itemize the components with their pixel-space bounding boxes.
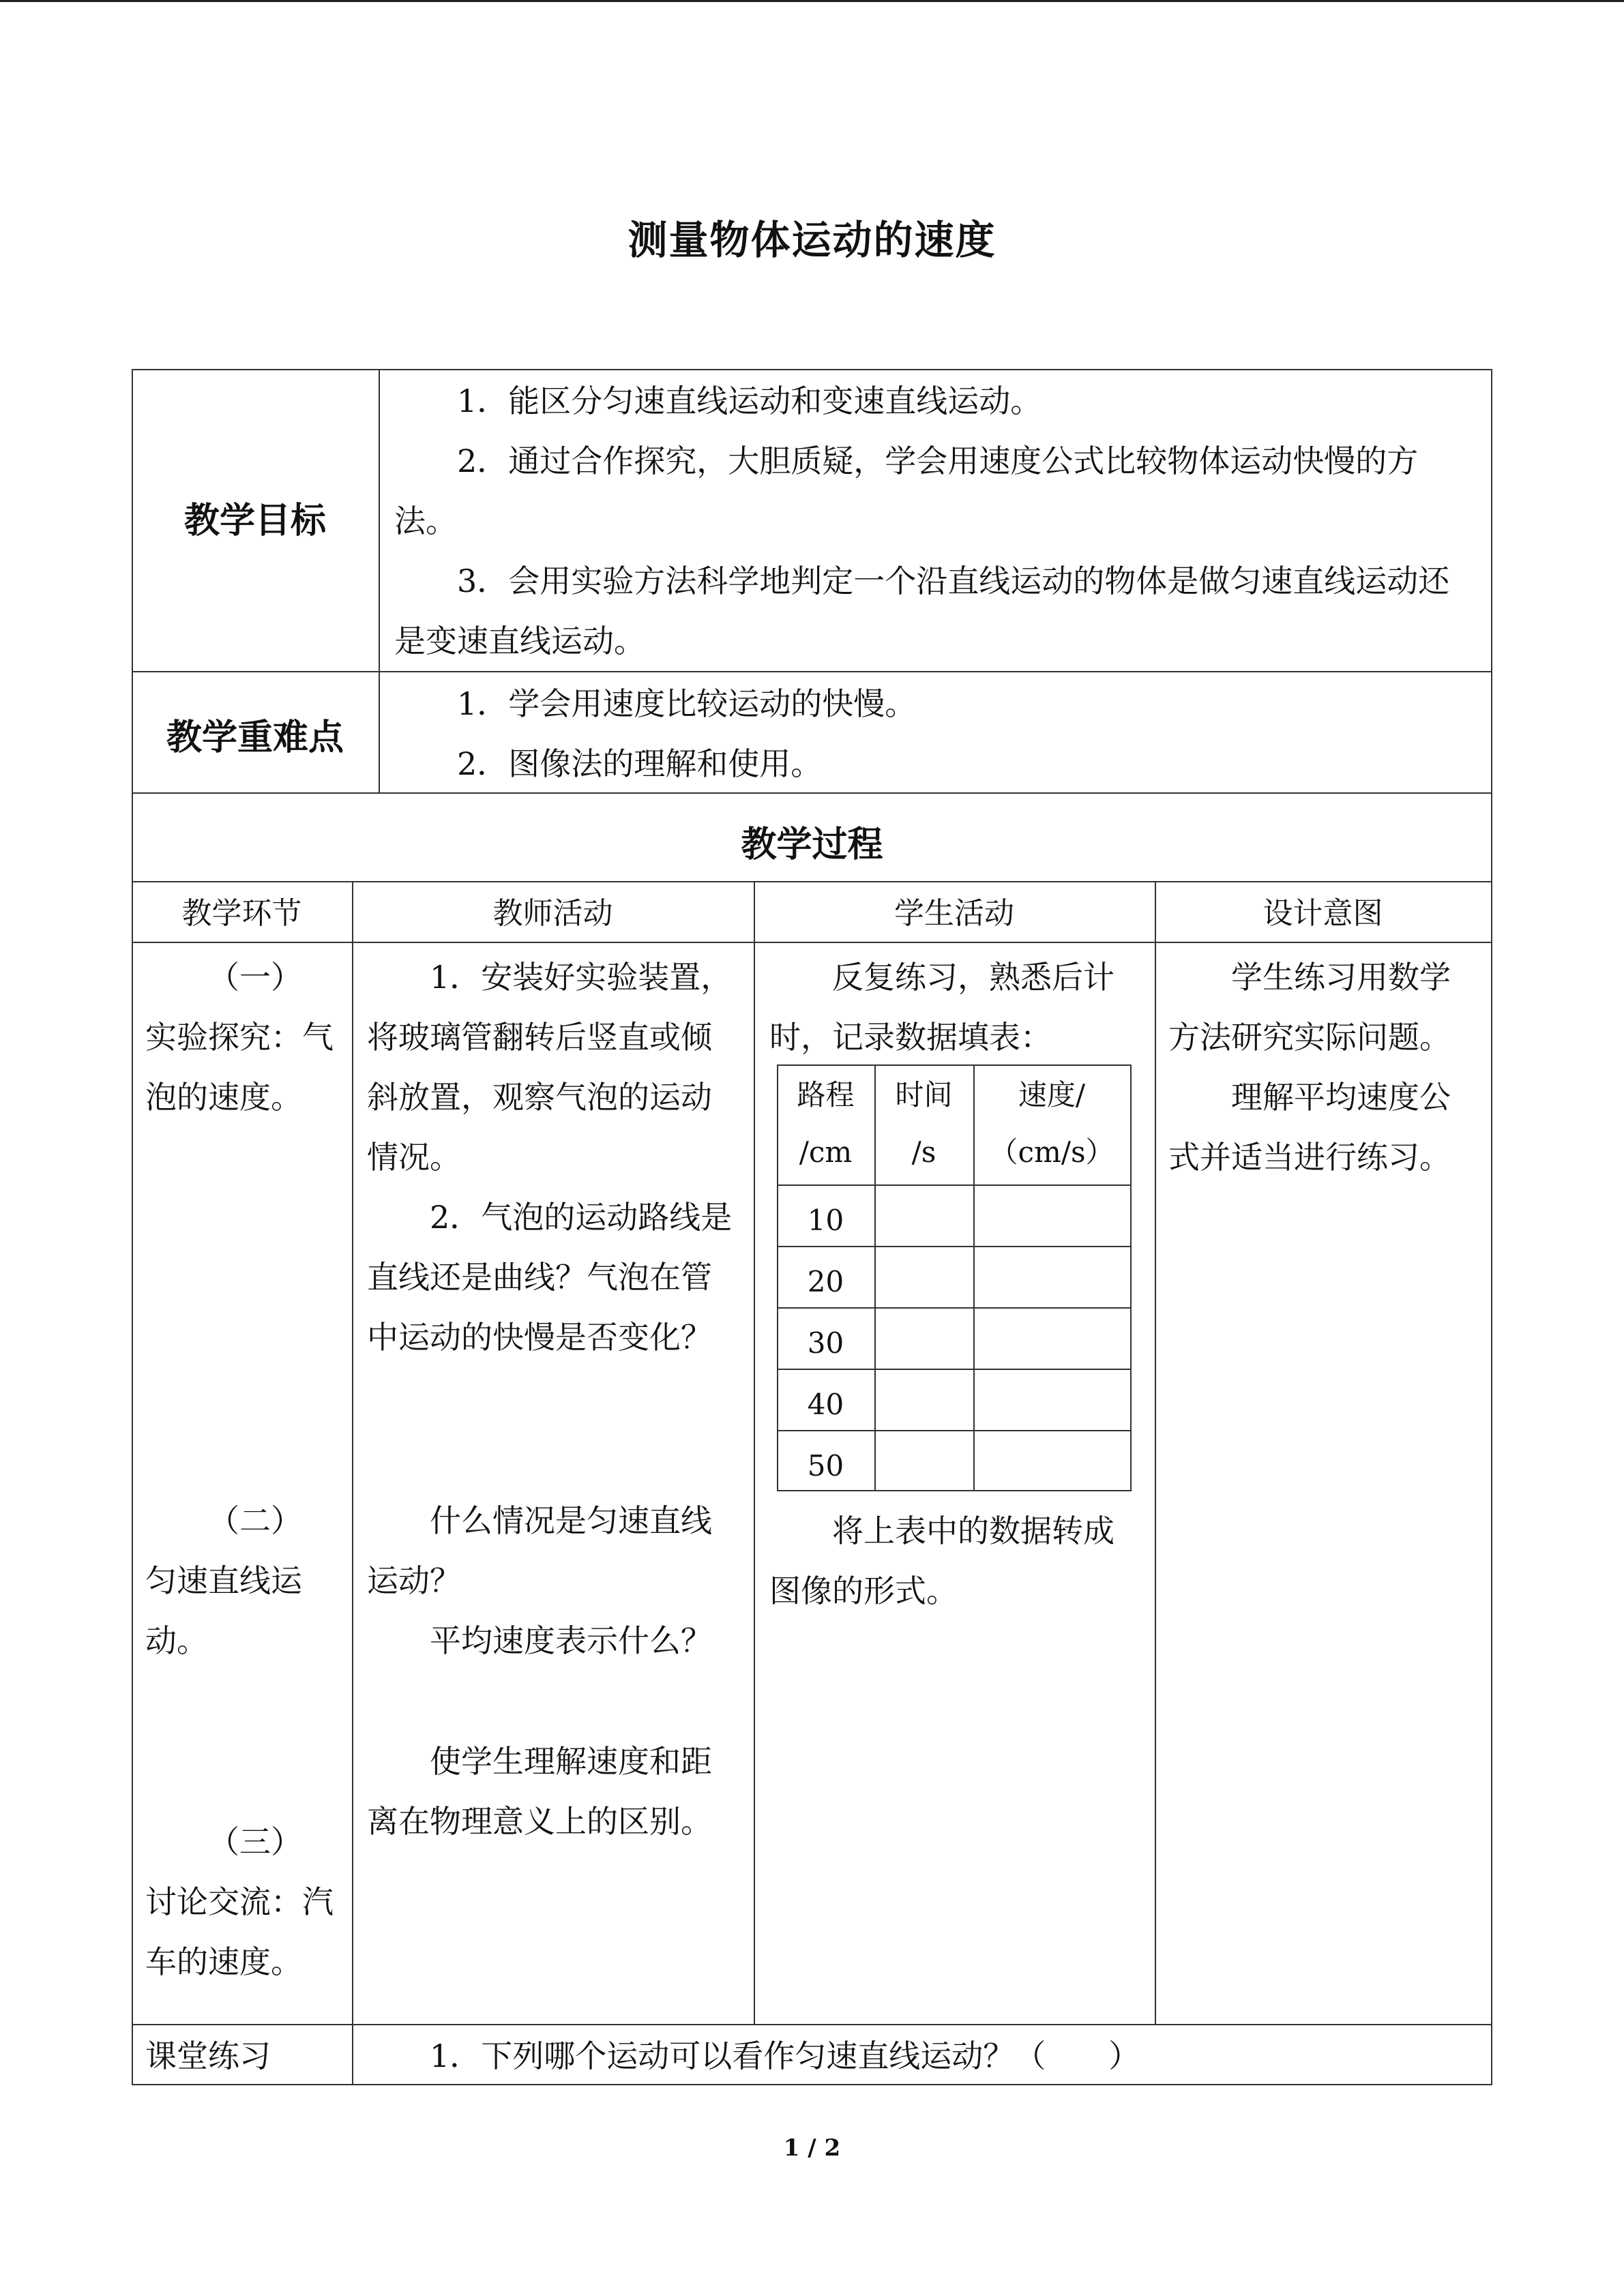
keypoints-label: 教学重难点 [166,717,344,758]
header-distance-unit: /cm [799,1135,853,1169]
column-divider-2 [754,881,755,2024]
header-time [874,1064,973,1183]
keypoint-item-2: 2．图像法的理解和使用。 [457,745,823,782]
teacher-goal-distinction: 使学生理解速度和距离在物理意义上的区别。 [367,1743,712,1840]
keypoints-content [394,674,1479,794]
column-divider-1 [352,881,353,2084]
intent-item-2: 理解平均速度公式并适当进行练习。 [1168,1079,1451,1176]
distance-cell: 50 [807,1449,844,1482]
intent-item-1: 学生练习用数学方法研究实际问题。 [1168,959,1451,1056]
section-2 [145,1491,343,1671]
student-intro [769,947,1143,1067]
section-1-number: （一） [208,959,302,996]
teacher-activity-2 [367,1491,741,1671]
column-divider-3 [1155,881,1156,2024]
goal-item-2: 2．通过合作探究，大胆质疑，学会用速度公式比较物体运动快慢的方法。 [394,443,1419,539]
section-1-name: 实验探究：气泡的速度。 [145,1019,334,1116]
header-speed-unit: （cm/s） [989,1135,1114,1169]
section-3-name: 讨论交流：汽车的速度。 [145,1883,334,1980]
inner-row-line [777,1184,1132,1186]
distance-cell: 30 [807,1326,844,1360]
column-header-teacher: 教师活动 [492,896,613,931]
keypoint-item-1: 1．学会用速度比较运动的快慢。 [457,685,917,722]
exercise-label: 课堂练习 [145,2038,271,2074]
teacher-activity-1 [367,947,741,1367]
intent-content [1168,947,1479,1187]
inner-border-right [1130,1064,1132,1491]
section-1 [145,947,343,1127]
section-2-number: （二） [208,1502,302,1539]
distance-cell: 10 [807,1204,844,1237]
row-divider-goals [132,671,1492,672]
teacher-activity-3 [367,1731,741,1851]
label-column-divider [379,369,380,792]
student-outro [769,1501,1143,1621]
header-distance-line1: 路程 [797,1078,855,1112]
teacher-question-average: 平均速度表示什么？ [430,1622,712,1659]
column-header-student: 学生活动 [894,896,1014,931]
distance-cell: 20 [807,1265,844,1298]
goal-item-1: 1．能区分匀速直线运动和变速直线运动。 [457,383,1042,419]
teacher-step-2: 2．气泡的运动路线是直线还是曲线？气泡在管中运动的快慢是否变化？ [367,1199,733,1356]
header-speed [973,1064,1130,1183]
page-title: 测量物体运动的速度 [628,217,996,263]
column-header-intent: 设计意图 [1263,896,1383,931]
data-record-table [777,1064,1132,1491]
student-intro-text: 反复练习，熟悉后计时，记录数据填表： [769,959,1114,1056]
goal-item-3: 3．会用实验方法科学地判定一个沿直线运动的物体是做匀速直线运动还是变速直线运动。 [394,563,1450,659]
section-3-number: （三） [208,1823,302,1860]
section-2-name: 匀速直线运动。 [145,1562,302,1659]
distance-cell: 40 [807,1388,844,1421]
header-time-line1: 时间 [895,1078,953,1112]
exercise-question-1: 1．下列哪个运动可以看作匀速直线运动？（ ） [430,2038,1140,2074]
table-border-left [132,369,133,2085]
page-top-rule [0,0,1624,2]
goals-content [394,371,1479,671]
student-outro-text: 将上表中的数据转成图像的形式。 [769,1512,1114,1609]
header-distance [777,1064,874,1183]
page-number: 1 / 2 [783,2134,841,2162]
table-border-top [132,369,1492,370]
teacher-step-1: 1．安装好实验装置，将玻璃管翻转后竖直或倾斜放置，观察气泡的运动情况。 [367,959,733,1176]
header-speed-line1: 速度/ [1018,1078,1086,1112]
exercise-content [367,2026,1479,2086]
header-time-unit: /s [911,1135,936,1169]
table-border-right [1491,369,1492,2085]
teacher-question-uniform: 什么情况是匀速直线运动？ [367,1502,712,1599]
process-heading: 教学过程 [741,824,883,865]
row-divider-exercise [132,2024,1492,2025]
row-divider-heading [132,881,1492,882]
goals-label: 教学目标 [183,501,326,541]
section-3 [145,1812,343,1992]
column-header-stage: 教学环节 [181,896,302,931]
